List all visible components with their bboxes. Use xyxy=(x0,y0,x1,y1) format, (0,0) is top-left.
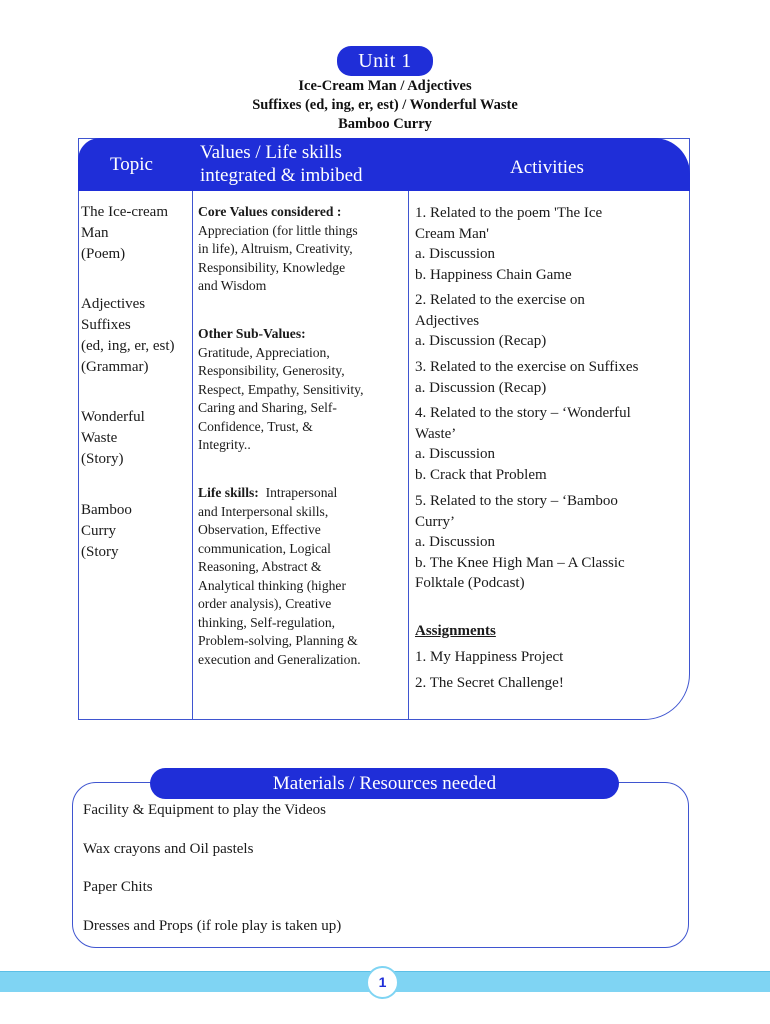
core-values-block xyxy=(198,203,358,296)
activity-line: 3. Related to the exercise on Suffixes xyxy=(415,359,639,375)
values-line: and Wisdom xyxy=(198,278,267,293)
activity-5 xyxy=(415,491,625,594)
values-line: Gratitude, Appreciation, xyxy=(198,344,330,360)
values-line: Responsibility, Generosity, xyxy=(198,363,345,378)
topic-line: Wonderful xyxy=(81,409,145,425)
values-line: thinking, Self-regulation, xyxy=(198,614,336,630)
material-item: Facility & Equipment to play the Videos xyxy=(83,802,326,818)
values-line: Reasoning, Abstract & xyxy=(198,559,322,574)
activity-line: Cream Man' xyxy=(415,225,489,242)
unit-badge: Unit 1 xyxy=(337,46,433,76)
header-topic: Topic xyxy=(110,154,153,175)
values-line: Caring and Sharing, Self- xyxy=(198,400,337,415)
life-skills-block xyxy=(198,484,361,669)
materials-title: Materials / Resources needed xyxy=(150,768,619,799)
values-line: Observation, Effective xyxy=(198,522,321,537)
activity-line: Waste’ xyxy=(415,425,457,442)
topic-line: (ed, ing, er, est) xyxy=(81,338,175,354)
topic-line: (Story xyxy=(81,544,119,560)
values-line: execution and Generalization. xyxy=(198,651,361,667)
activity-line: Curry’ xyxy=(415,513,455,530)
activity-3 xyxy=(415,357,638,398)
assignment-2: 2. The Secret Challenge! xyxy=(415,675,564,691)
header-values-line1: Values / Life skills xyxy=(200,142,342,163)
values-line: in life), Altruism, Creativity, xyxy=(198,241,353,256)
topic-line: (Grammar) xyxy=(81,359,149,375)
table-header xyxy=(78,138,690,191)
topic-bamboo-curry xyxy=(81,500,132,563)
topic-line: Suffixes xyxy=(81,317,131,333)
values-line: Analytical thinking (higher xyxy=(198,577,346,593)
values-line: communication, Logical xyxy=(198,540,331,556)
column-divider xyxy=(408,191,409,720)
activity-line: b. Happiness Chain Game xyxy=(415,266,572,283)
activity-line: a. Discussion xyxy=(415,534,495,550)
topic-line: (Poem) xyxy=(81,246,126,262)
values-line: and Interpersonal skills, xyxy=(198,503,329,519)
values-line: order analysis), Creative xyxy=(198,596,332,611)
header-values-line2: integrated & imbibed xyxy=(200,165,363,186)
header-activities: Activities xyxy=(510,157,584,178)
other-values-block xyxy=(198,325,364,455)
values-line: Respect, Empathy, Sensitivity, xyxy=(198,381,364,397)
assignment-1: 1. My Happiness Project xyxy=(415,649,564,665)
topic-line: The Ice-cream xyxy=(81,204,169,220)
activity-line: a. Discussion xyxy=(415,246,495,262)
heading-line-1: Ice-Cream Man / Adjectives xyxy=(298,78,472,94)
topic-line: Adjectives xyxy=(81,296,146,312)
activity-line: b. The Knee High Man – A Classic xyxy=(415,554,625,571)
values-line: Appreciation (for little things xyxy=(198,222,358,238)
topic-line: Waste xyxy=(81,430,118,446)
values-line: Responsibility, Knowledge xyxy=(198,259,346,275)
life-skills-first-line xyxy=(198,484,361,503)
topic-adjectives-suffixes xyxy=(81,294,175,378)
activity-1 xyxy=(415,203,602,285)
topic-line: Curry xyxy=(81,523,116,539)
values-line: Intrapersonal xyxy=(265,485,338,500)
activity-line: 1. Related to the poem 'The Ice xyxy=(415,205,603,221)
topic-line: (Story) xyxy=(81,451,124,467)
heading-line-3: Bamboo Curry xyxy=(338,116,432,132)
values-line: Problem-solving, Planning & xyxy=(198,633,358,648)
activity-line: Folktale (Podcast) xyxy=(415,575,525,591)
topic-line: Man xyxy=(81,225,109,241)
life-skills-title: Life skills: xyxy=(198,485,259,500)
activity-line: 5. Related to the story – ‘Bamboo xyxy=(415,493,618,509)
core-values-title: Core Values considered : xyxy=(198,204,342,219)
topic-ice-cream-man xyxy=(81,202,168,265)
activity-line: a. Discussion (Recap) xyxy=(415,333,547,349)
activity-line: b. Crack that Problem xyxy=(415,466,547,483)
activity-4 xyxy=(415,403,631,485)
material-item: Paper Chits xyxy=(83,879,153,895)
activity-line: a. Discussion (Recap) xyxy=(415,379,547,396)
column-divider xyxy=(192,191,193,720)
activity-2 xyxy=(415,290,585,352)
values-line: Integrity.. xyxy=(198,437,251,452)
activity-line: Adjectives xyxy=(415,312,480,329)
topic-line: Bamboo xyxy=(81,502,132,518)
heading-line-2: Suffixes (ed, ing, er, est) / Wonderful Waste xyxy=(252,97,518,113)
other-values-title: Other Sub-Values: xyxy=(198,326,306,341)
material-item: Wax crayons and Oil pastels xyxy=(83,841,254,857)
topic-wonderful-waste xyxy=(81,407,145,470)
activity-line: a. Discussion xyxy=(415,446,495,462)
assignments-title: Assignments xyxy=(415,623,496,639)
values-line: Confidence, Trust, & xyxy=(198,418,313,434)
activity-line: 2. Related to the exercise on xyxy=(415,292,585,308)
material-item: Dresses and Props (if role play is taken up) xyxy=(83,918,342,934)
activity-line: 4. Related to the story – ‘Wonderful xyxy=(415,405,631,421)
page-number: 1 xyxy=(366,966,399,999)
